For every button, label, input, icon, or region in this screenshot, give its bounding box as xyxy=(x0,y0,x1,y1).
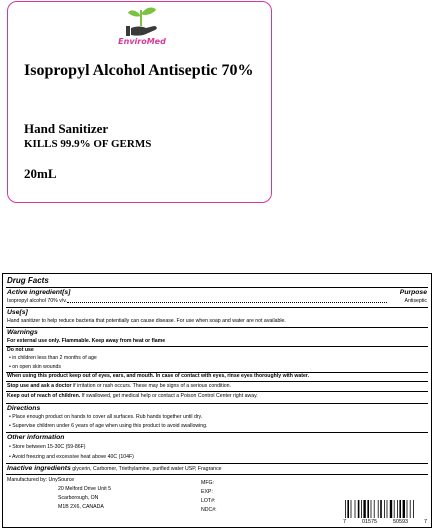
brand-logo-text: EnviroMed xyxy=(118,37,166,46)
do-not-use-item: • in children less than 2 months of age xyxy=(7,355,427,362)
leader-dots xyxy=(67,302,387,303)
do-not-use-heading: Do not use xyxy=(7,347,34,353)
directions-item: • Supervise children under 6 years of age when using this product to avoid swallowing. xyxy=(7,423,427,430)
do-not-use-item: • on open skin wounds xyxy=(7,364,427,371)
keep-out-text: If swallowed, get medical help or contact a Poison Control Center right away. xyxy=(80,393,258,399)
other-info-item: • Avoid freezing and excessive heat above 40C (104F) xyxy=(7,454,427,461)
divider xyxy=(6,463,428,464)
product-name: Isopropyl Alcohol Antiseptic 70% xyxy=(24,62,254,79)
lot-code: LOT#: xyxy=(201,498,216,504)
directions-heading: Directions xyxy=(7,405,41,412)
active-ingredient: Isopropyl alcohol 70% v/v. xyxy=(7,298,67,304)
barcode-digit: 01575 xyxy=(362,519,377,525)
drug-facts-panel xyxy=(2,273,432,528)
drug-facts-title: Drug Facts xyxy=(7,276,49,285)
uses-heading: Use[s] xyxy=(7,309,28,316)
stop-use-text: if irritation or rash occurs. These may be signs of a serious condition. xyxy=(71,383,231,389)
warnings-heading: Warnings xyxy=(7,329,38,336)
active-ingredient-heading: Active ingredient[s] xyxy=(7,289,71,296)
uses-text: Hand sanitizer to help reduce bacteria that potentially can cause disease. For use when soap and water are not available. xyxy=(7,318,286,324)
keep-out-warning xyxy=(7,393,427,400)
divider xyxy=(6,403,428,404)
divider xyxy=(6,327,428,328)
ndc-code: NDC#: xyxy=(201,507,217,513)
inactive-ingredients-line xyxy=(7,465,427,473)
directions-item: • Place enough product on hands to cover all surfaces. Rub hands together until dry. xyxy=(7,414,427,421)
exp-code: EXP: xyxy=(201,489,213,495)
address-line: 20 Melford Drive Unit 5 xyxy=(58,486,112,492)
purpose-value: Antiseptic xyxy=(404,298,427,304)
address-line: Scarborough, ON xyxy=(58,495,99,501)
address-line: M1B 2X6, CANADA xyxy=(58,504,104,510)
other-info-item: • Store between 15-30C (59-86F) xyxy=(7,444,427,451)
barcode-digit: 7 xyxy=(424,519,427,525)
inactive-ingredients-heading: Inactive ingredients xyxy=(7,465,71,472)
divider xyxy=(6,432,428,433)
germ-kill-claim: KILLS 99.9% OF GERMS xyxy=(24,138,152,150)
stop-use-warning xyxy=(7,383,427,390)
divider xyxy=(6,474,428,475)
inactive-ingredients-text: glycerin, Carbomer, Triethylamine, purified water USP, Fragrance xyxy=(72,466,222,472)
external-use-warning: For external use only. Flammable. Keep away from heat or flame xyxy=(7,338,166,344)
stop-use-bold: Stop use and ask a doctor xyxy=(7,383,72,389)
when-using-warning: When using this product keep out of eyes, ears, and mouth. In case of contact with eyes, rinse eyes thoroughly with water. xyxy=(7,373,310,379)
divider xyxy=(6,381,428,382)
front-label-panel xyxy=(7,1,272,203)
active-ingredient-line xyxy=(7,298,427,305)
net-volume: 20mL xyxy=(24,166,57,181)
keep-out-bold: Keep out of reach of children. xyxy=(7,393,81,399)
divider xyxy=(6,307,428,308)
other-info-heading: Other information xyxy=(7,434,65,441)
barcode-number xyxy=(343,519,427,525)
product-category: Hand Sanitizer xyxy=(24,121,109,136)
manufacturer: Manufactured by: UnySource xyxy=(7,477,75,483)
barcode-digit: 7 xyxy=(343,519,346,525)
mfg-code: MFG: xyxy=(201,480,214,486)
barcode-digit: 50593 xyxy=(393,519,408,525)
divider xyxy=(6,287,428,288)
divider xyxy=(6,391,428,392)
purpose-heading: Purpose xyxy=(399,289,427,296)
